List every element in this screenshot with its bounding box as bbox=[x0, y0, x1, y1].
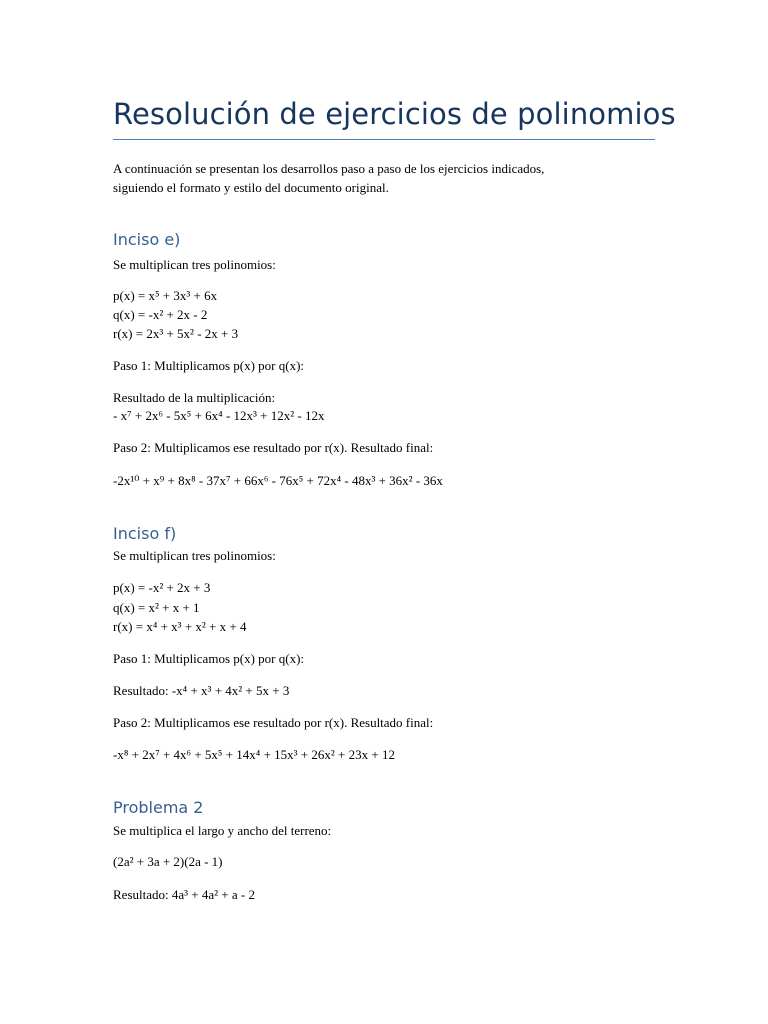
inciso-f-step1: Paso 1: Multiplicamos p(x) por q(x): bbox=[113, 651, 305, 666]
heading-inciso-e: Inciso e) bbox=[113, 230, 181, 249]
inciso-e-p: p(x) = x⁵ + 3x³ + 6x bbox=[113, 288, 218, 303]
inciso-e-result-label: Resultado de la multiplicación: bbox=[113, 390, 276, 405]
inciso-f-final: -x⁸ + 2x⁷ + 4x⁶ + 5x⁵ + 14x⁴ + 15x³ + 26x² + 23x + 12 bbox=[113, 747, 395, 762]
problema-2-expression: (2a² + 3a + 2)(2a - 1) bbox=[113, 854, 223, 869]
title-underline bbox=[113, 139, 655, 140]
inciso-e-intro: Se multiplican tres polinomios: bbox=[113, 257, 276, 272]
problema-2-intro: Se multiplica el largo y ancho del terreno: bbox=[113, 823, 332, 838]
inciso-f-intro: Se multiplican tres polinomios: bbox=[113, 548, 276, 563]
inciso-f-q: q(x) = x² + x + 1 bbox=[113, 600, 200, 615]
intro-line-1: A continuación se presentan los desarrollos paso a paso de los ejercicios indicados, bbox=[113, 161, 545, 176]
inciso-f-result: Resultado: -x⁴ + x³ + 4x² + 5x + 3 bbox=[113, 683, 290, 698]
intro-line-2: siguiendo el formato y estilo del documento original. bbox=[113, 180, 389, 195]
inciso-f-r: r(x) = x⁴ + x³ + x² + x + 4 bbox=[113, 619, 247, 634]
heading-problema-2: Problema 2 bbox=[113, 798, 204, 817]
document-title: Resolución de ejercicios de polinomios bbox=[113, 97, 676, 131]
inciso-e-final: -2x¹⁰ + x⁹ + 8x⁸ - 37x⁷ + 66x⁶ - 76x⁵ + 72x⁴ - 48x³ + 36x² - 36x bbox=[113, 473, 443, 488]
inciso-e-q: q(x) = -x² + 2x - 2 bbox=[113, 307, 208, 322]
problema-2-result: Resultado: 4a³ + 4a² + a - 2 bbox=[113, 887, 255, 902]
inciso-e-r: r(x) = 2x³ + 5x² - 2x + 3 bbox=[113, 326, 239, 341]
inciso-e-result: - x⁷ + 2x⁶ - 5x⁵ + 6x⁴ - 12x³ + 12x² - 12x bbox=[113, 408, 325, 423]
inciso-e-step2: Paso 2: Multiplicamos ese resultado por r(x). Resultado final: bbox=[113, 440, 434, 455]
inciso-f-p: p(x) = -x² + 2x + 3 bbox=[113, 580, 211, 595]
heading-inciso-f: Inciso f) bbox=[113, 524, 177, 543]
inciso-e-step1: Paso 1: Multiplicamos p(x) por q(x): bbox=[113, 358, 305, 373]
inciso-f-step2: Paso 2: Multiplicamos ese resultado por r(x). Resultado final: bbox=[113, 715, 434, 730]
